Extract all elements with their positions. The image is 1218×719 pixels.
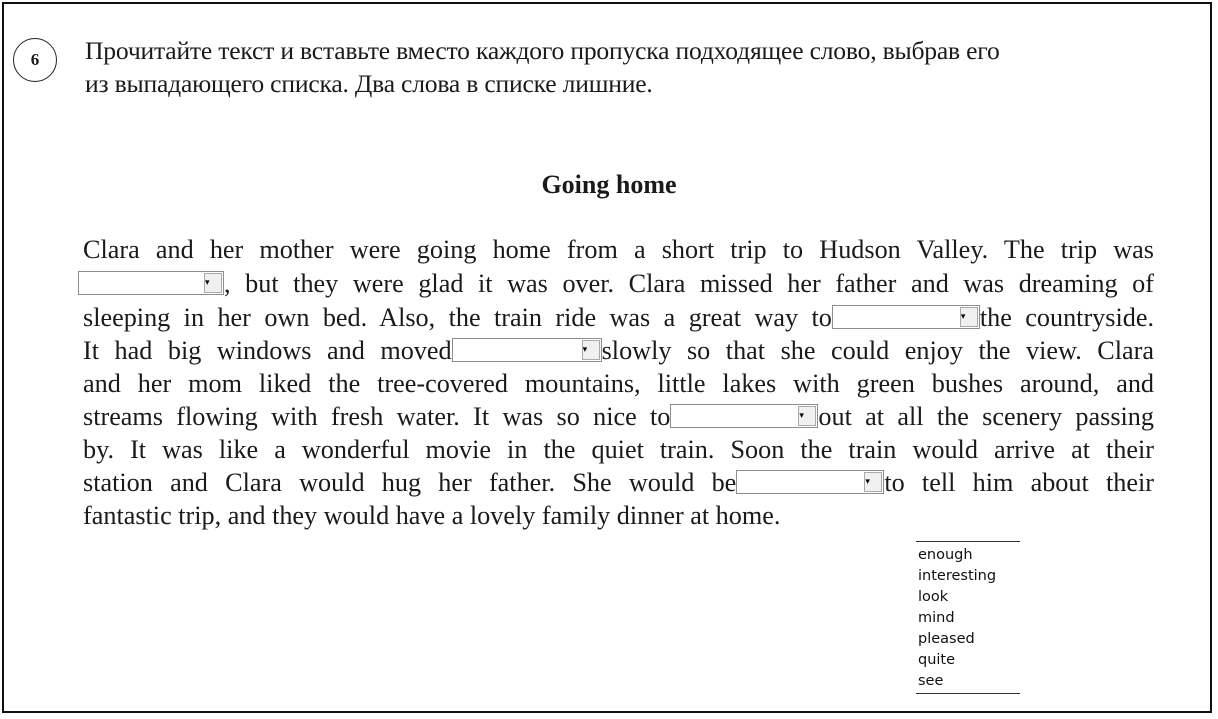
word-option-look[interactable]: look <box>918 589 949 605</box>
blank-dropdown-3[interactable] <box>452 338 602 362</box>
word-option-interesting[interactable]: interesting <box>918 568 997 584</box>
text-line-6-end: out at all the scenery passing <box>818 402 1154 431</box>
chevron-down-icon[interactable]: ▾ <box>864 472 882 492</box>
blank-dropdown-4[interactable] <box>670 404 818 428</box>
text-line-4-start: It had big windows and moved <box>83 336 452 365</box>
word-option-see[interactable]: see <box>918 673 944 689</box>
text-line-7: by. It was like a wonderful movie in the quiet train. Soon the train would arrive at their <box>83 435 1154 464</box>
text-line-3 <box>83 301 1154 334</box>
word-option-mind[interactable]: mind <box>918 610 955 626</box>
text-line-9: fantastic trip, and they would have a lovely family dinner at home. <box>83 501 781 530</box>
text-line-8 <box>83 466 1154 499</box>
text-line-3-end: the countryside. <box>979 303 1154 332</box>
text-line-3-start: sleeping in her own bed. Also, the train ride was a great way to <box>83 303 832 332</box>
text-line-5: and her mom liked the tree-covered mountains, little lakes with green bushes around, and <box>83 369 1154 398</box>
word-options-list <box>916 541 1020 694</box>
text-line-6-start: streams flowing with fresh water. It was so nice to <box>83 402 671 431</box>
text-line-1: Clara and her mother were going home from a short trip to Hudson Valley. The trip was <box>83 235 1154 264</box>
chevron-down-icon[interactable]: ▾ <box>798 406 816 426</box>
chevron-down-icon[interactable]: ▾ <box>204 273 222 293</box>
text-line-6 <box>83 400 1154 433</box>
text-line-8-end: to tell him about their <box>884 468 1154 497</box>
text-line-8-start: station and Clara would hug her father. She would be <box>83 468 737 497</box>
word-option-quite[interactable]: quite <box>918 652 956 668</box>
text-line-4 <box>83 334 1154 367</box>
word-option-enough[interactable]: enough <box>918 547 973 563</box>
task-instruction <box>85 34 1165 100</box>
blank-dropdown-1[interactable] <box>78 271 224 295</box>
text-line-2-content: , but they were glad it was over. Clara missed her father and was dreaming of <box>224 269 1154 298</box>
instruction-line-2: из выпадающего списка. Два слова в списке лишние. <box>85 69 653 98</box>
text-line-2 <box>83 267 1154 300</box>
text-title: Going home <box>541 170 677 199</box>
word-option-pleased[interactable]: pleased <box>918 631 975 647</box>
blank-dropdown-2[interactable] <box>832 305 980 329</box>
instruction-line-1: Прочитайте текст и вставьте вместо каждого пропуска подходящее слово, выбрав его <box>85 36 1000 65</box>
question-number-badge: 6 <box>13 38 57 82</box>
chevron-down-icon[interactable]: ▾ <box>960 307 978 327</box>
blank-dropdown-5[interactable] <box>736 470 884 494</box>
text-line-4-end: slowly so that she could enjoy the view. Clara <box>601 336 1154 365</box>
chevron-down-icon[interactable]: ▾ <box>582 340 600 360</box>
